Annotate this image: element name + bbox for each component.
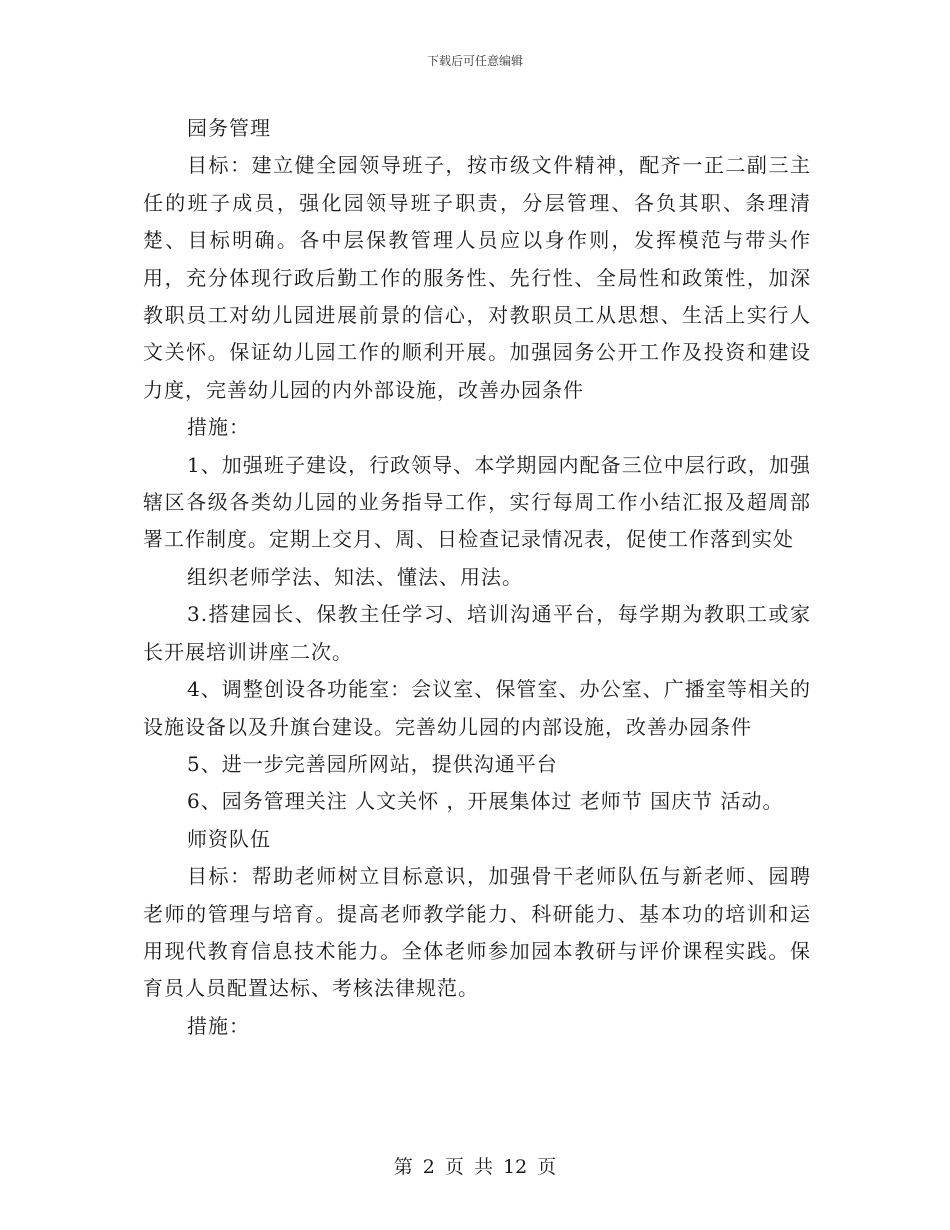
paragraph-measures-label-2: 措施： [187,1013,250,1038]
paragraph-garden-affairs-goal: 目标：建立健全园领导班子，按市级文件精神，配齐一正二副三主任的班子成员，强化园领导班子职责，分层管理、各负其职、条理清楚、目标明确。各中层保教管理人员应以身作则，发挥模范与带头作用，充分体现行政后勤工作的服务性、先行性、全局性和政策性，加深教职员工对幼儿园进展前景的信心，对教职员工从思想、生活上实行人文关怀。保证幼儿园工作的顺利开展。加强园务公开工作及投资和建设力度，完善幼儿园的内外部设施，改善办园条件 [143,153,811,402]
page-number-footer: 第 2 页 共 12 页 [393,1156,557,1178]
section-heading-teaching-staff: 师资队伍 [187,826,271,851]
paragraph-measure-2: 组织老师学法、知法、懂法、用法。 [187,564,523,589]
paragraph-teaching-staff-goal: 目标：帮助老师树立目标意识，加强骨干老师队伍与新老师、园聘老师的管理与培育。提高老师教学能力、科研能力、基本功的培训和运用现代教育信息技术能力。全体老师参加园本教研与评价课程实践。保育员人员配置达标、考核法律规范。 [143,864,811,1001]
paragraph-measure-5: 5、进一步完善园所网站，提供沟通平台 [187,751,558,776]
document-body [143,110,811,1045]
paragraph-measures-label: 措施： [187,415,250,440]
section-heading-garden-affairs: 园务管理 [187,116,271,140]
paragraph-measure-6: 6、园务管理关注 人文关怀 ，开展集体过 老师节 国庆节 活动。 [187,789,784,814]
paragraph-measure-1: 1、加强班子建设，行政领导、本学期园内配备三位中层行政，加强辖区各级各类幼儿园的业务指导工作，实行每周工作小结汇报及超周部署工作制度。定期上交月、周、日检查记录情况表，促使工作落到实处 [143,452,811,552]
paragraph-measure-3: 3.搭建园长、保教主任学习、培训沟通平台，每学期为教职工或家长开展培训讲座二次。 [143,602,811,664]
paragraph-measure-4: 4、调整创设各功能室：会议室、保管室、办公室、广播室等相关的设施设备以及升旗台建设。完善幼儿园的内部设施，改善办园条件 [143,677,811,739]
page-header-note: 下载后可任意编辑 [426,54,523,68]
